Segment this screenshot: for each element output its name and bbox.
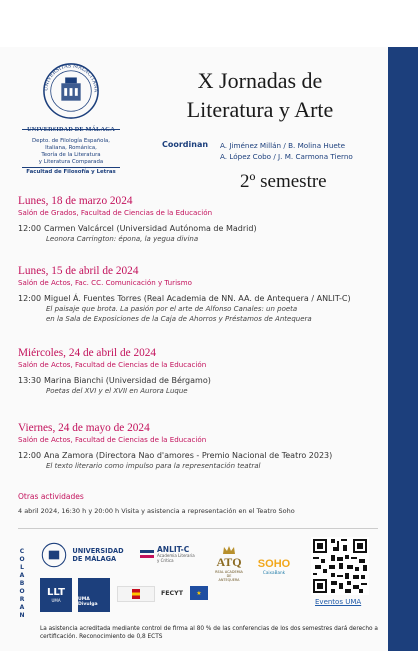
divider [18, 528, 378, 529]
government-logo [117, 586, 155, 602]
session-3 [18, 347, 388, 397]
talk-title: en la Sala de Exposiciones de la Caja de Ahorros y Préstamos de Antequera [46, 314, 312, 323]
session-place: Salón de Actos, Fac. CC. Comunicación y Turismo [18, 278, 193, 287]
session-place: Salón de Actos, Facultad de Ciencias de la Educación [18, 435, 207, 444]
session-4 [18, 422, 388, 472]
session-speaker: Ana Zamora (Directora Nao d'amores - Premio Nacional de Teatro 2023) [44, 451, 333, 460]
faculty-name: Facultad de Filosofía y Letras [26, 169, 116, 176]
session-speaker: Carmen Valcárcel (Universidad Autónoma de Madrid) [44, 224, 257, 233]
university-seal-icon [42, 62, 100, 120]
session-speaker: Miguel Á. Fuentes Torres (Real Academia de NN. AA. de Antequera / ANLIT-C) [44, 294, 351, 303]
session-place: Salón de Grados, Facultad de Ciencias de la Educación [18, 208, 213, 217]
coordinators-label: Coordinan [162, 140, 209, 149]
event-title: X Jornadas de Literatura y Arte [186, 68, 334, 122]
crown-icon [222, 545, 236, 555]
session-time: 13:30 [18, 376, 42, 385]
talk-title: El texto literario como impulso para la representación teatral [46, 462, 261, 470]
university-seal-icon [41, 542, 67, 568]
session-time: 12:00 [18, 294, 42, 303]
other-activities-line: 4 abril 2024, 16:30 h y 20:00 h Visita y asistencia a representación en el Teatro Soho [18, 507, 295, 515]
uma-logo: UNIVERSIDAD DE MÁLAGA [40, 540, 125, 570]
talk-title: Poetas del XVI y el XVII en Aurora Luque [46, 387, 188, 395]
university-logo-block [18, 62, 124, 175]
blue-side-band [388, 47, 418, 651]
session-time: 12:00 [18, 451, 42, 460]
collaborators-label: C O L A B O R A N [19, 548, 25, 619]
session-date: Miércoles, 24 de abril de 2024 [18, 347, 157, 359]
llt-logo: LLT UMA [40, 578, 72, 612]
session-time: 12:00 [18, 224, 42, 233]
qr-link-eventos-uma[interactable]: Eventos UMA [315, 598, 362, 606]
semester-heading: 2º semestre [240, 171, 327, 192]
session-place: Salón de Actos, Facultad de Ciencias de la Educación [18, 360, 207, 369]
fecyt-logo: FECYT [160, 589, 184, 597]
qr-code-icon[interactable] [311, 537, 369, 595]
spain-flag-icon [132, 589, 140, 599]
soho-caixabank-logo: SOHO CaixaBank [257, 557, 291, 575]
session-2 [18, 265, 388, 324]
other-activities-heading: Otras actividades [18, 492, 84, 501]
talk-title: El paisaje que brota. La pasión por el arte de Alfonso Canales: un poeta [46, 305, 298, 313]
coordinators-names: A. Jiménez Millán / B. Molina Huete A. López Cobo / J. M. Carmona Tierno [220, 141, 353, 161]
anlit-logo: ANLIT-C Academia Literaria y Crítica [140, 544, 206, 564]
eu-flag-icon: ★ [190, 586, 208, 600]
seal-ring-text: UNIVERSITAS MALACITANA [43, 63, 99, 93]
book-icon [140, 547, 154, 561]
department-text: Depto. de Filología Española, Italiana, Románica, Teoría de la Literatura y Literatura Comparada [32, 138, 110, 166]
divider [22, 167, 120, 168]
talk-title: Leonora Carrington: épona, la yegua divina [46, 235, 199, 243]
session-speaker: Marina Bianchi (Universidad de Bérgamo) [44, 376, 211, 385]
session-date: Lunes, 18 de marzo 2024 [18, 195, 133, 207]
uma-divulga-logo: UMA Divulga [78, 578, 110, 612]
session-date: Lunes, 15 de abril de 2024 [18, 265, 139, 277]
divider [22, 129, 120, 130]
session-1 [18, 195, 388, 245]
atq-academy-logo: ATQ REAL ACADEMIA DE ANTEQUERA [212, 540, 246, 586]
footer-note: La asistencia acreditada mediante control de firma al 80 % de las conferencias de los dos semestres dará derecho a certificación. Reconocimiento de 0,8 ECTS [40, 626, 378, 641]
session-date: Viernes, 24 de mayo de 2024 [18, 422, 150, 434]
